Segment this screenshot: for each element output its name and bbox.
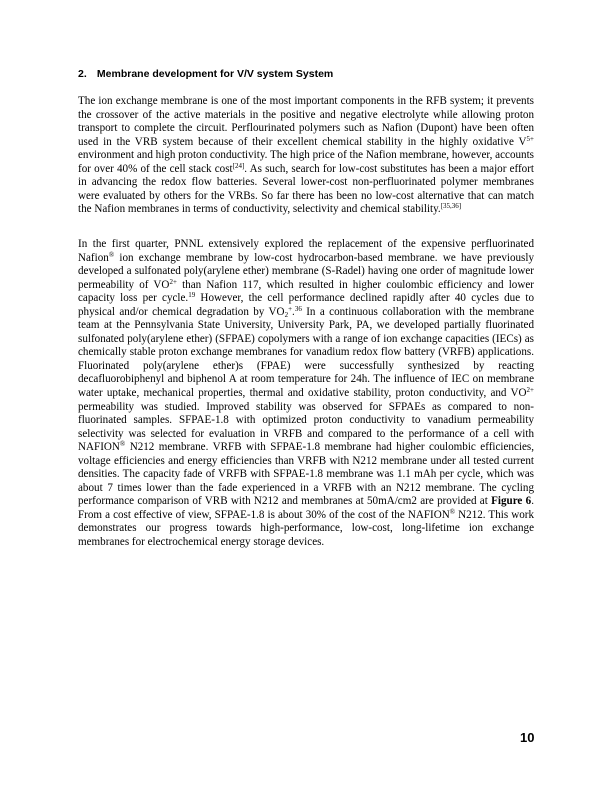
citation-ref: 19 xyxy=(188,291,196,300)
citation-ref: [35,36] xyxy=(440,202,462,211)
text-run: environment and high proton conductivity. The high price of the Nafion membrane, however, accounts for over 40% of the cell stack cost xyxy=(78,149,534,175)
page-number: 10 xyxy=(520,730,535,745)
registered-mark: ® xyxy=(108,250,115,259)
subscript: 2 xyxy=(284,310,289,319)
figure-reference: Figure 6 xyxy=(491,495,532,508)
text-run: than Nafion 117, which resulted in higher coulombic efficiency and lower capacity loss per cycle. xyxy=(78,278,534,305)
text-run: However, the cell performance declined rapidly after 40 cycles due to physical and/or chemical degradation by VO xyxy=(78,292,534,318)
text-run: permeability was studied. Improved stability was observed for SFPAEs as compared to non-fluorinated samples. SFPAE-1.8 with optimized proton conductivity to vanadium permeability selectivity was selected for evaluation in VRFB and compared to the performance of a cell with NAFION xyxy=(78,400,534,454)
text-run: In a continuous collaboration with the membrane team at the Pennsylvania State University, University Park, PA, we developed partially fluorinated sulfonated poly(arylene ether) (SFPAE) copolymers with a range of ion exchange capacities (IECs) as chemically stable proton exchange membranes for vanadium redox flow battery (VRFB) applications. Fluorinated poly(arylene ether)s (FPAE) were successfully synthesized by reacting decafluorobiphenyl and biphenol A at room temperature for 24h. The influence of IEC on membrane water uptake, mechanical properties, thermal and oxidative stability, proton conductivity, and VO xyxy=(78,305,535,400)
superscript-charge: 2+ xyxy=(169,277,177,286)
registered-mark: ® xyxy=(119,440,126,449)
citation-ref: [24] xyxy=(232,161,245,170)
text-run: . From a cost effective of view, SFPAE-1.8 is about 30% of the cost of the NAFION xyxy=(78,495,534,521)
text-run: N212 membrane. VRFB with SFPAE-1.8 membrane had higher coulombic efficiencies, voltage efficiencies and energy efficiencies than VRFB with N212 membrane under all tested current densities. The capacity fade of VRFB with SFPAE-1.8 membrane was 1.1 mAh per cycle, which was about 7 times lower than the fade experienced in a VRFB with an N212 membrane. The cycling performance comparison of VRB with N212 and membranes at 50mA/cm2 are provided at xyxy=(78,441,534,508)
section-number: 2. xyxy=(78,68,87,80)
text-run: . As such, search for low-cost substitutes has been a major effort in advancing the redox flow batteries. Several lower-cost non-perfluorinated polymer membranes were evaluated by others for the VRBs. So far there has been no low-cost alternative that can match the Nafion membranes in terms of conductivity, selectivity and chemical stability. xyxy=(78,162,535,216)
citation-ref: 36 xyxy=(294,304,302,313)
section-title: Membrane development for V/V system System xyxy=(96,68,334,80)
text-run: The ion exchange membrane is one of the most important components in the RFB system; it prevents the crossover of the active materials in the positive and negative electrolyte while allowing proton transport to complete the circuit. Perflourinated polymers such as Nafion (Dupont) have been often used in the VRB system because of their excellent chemical stability in the highly oxidative V xyxy=(78,95,534,148)
superscript-charge: + xyxy=(288,304,293,313)
registered-mark: ® xyxy=(449,507,456,516)
section-heading xyxy=(78,68,538,80)
paragraph-membrane-intro xyxy=(78,95,534,217)
text-run: N212. This work demonstrates our progress towards high-performance, low-cost, long-lifetime ion exchange membranes for electrochemical energy storage devices. xyxy=(78,508,534,549)
paragraph-pnnl-progress xyxy=(78,238,534,550)
superscript-charge: 2+ xyxy=(526,386,534,395)
superscript-charge: 5+ xyxy=(526,134,534,143)
text-run: . xyxy=(292,305,295,318)
text-run: In the first quarter, PNNL extensively explored the replacement of the expensive perfluorinated Nafion xyxy=(78,238,534,264)
text-run: ion exchange membrane by low-cost hydrocarbon-based membrane. we have previously developed a sulfonated poly(arylene ether) membrane (S-Radel) having one order of magnitude lower permeability of VO xyxy=(78,251,534,291)
